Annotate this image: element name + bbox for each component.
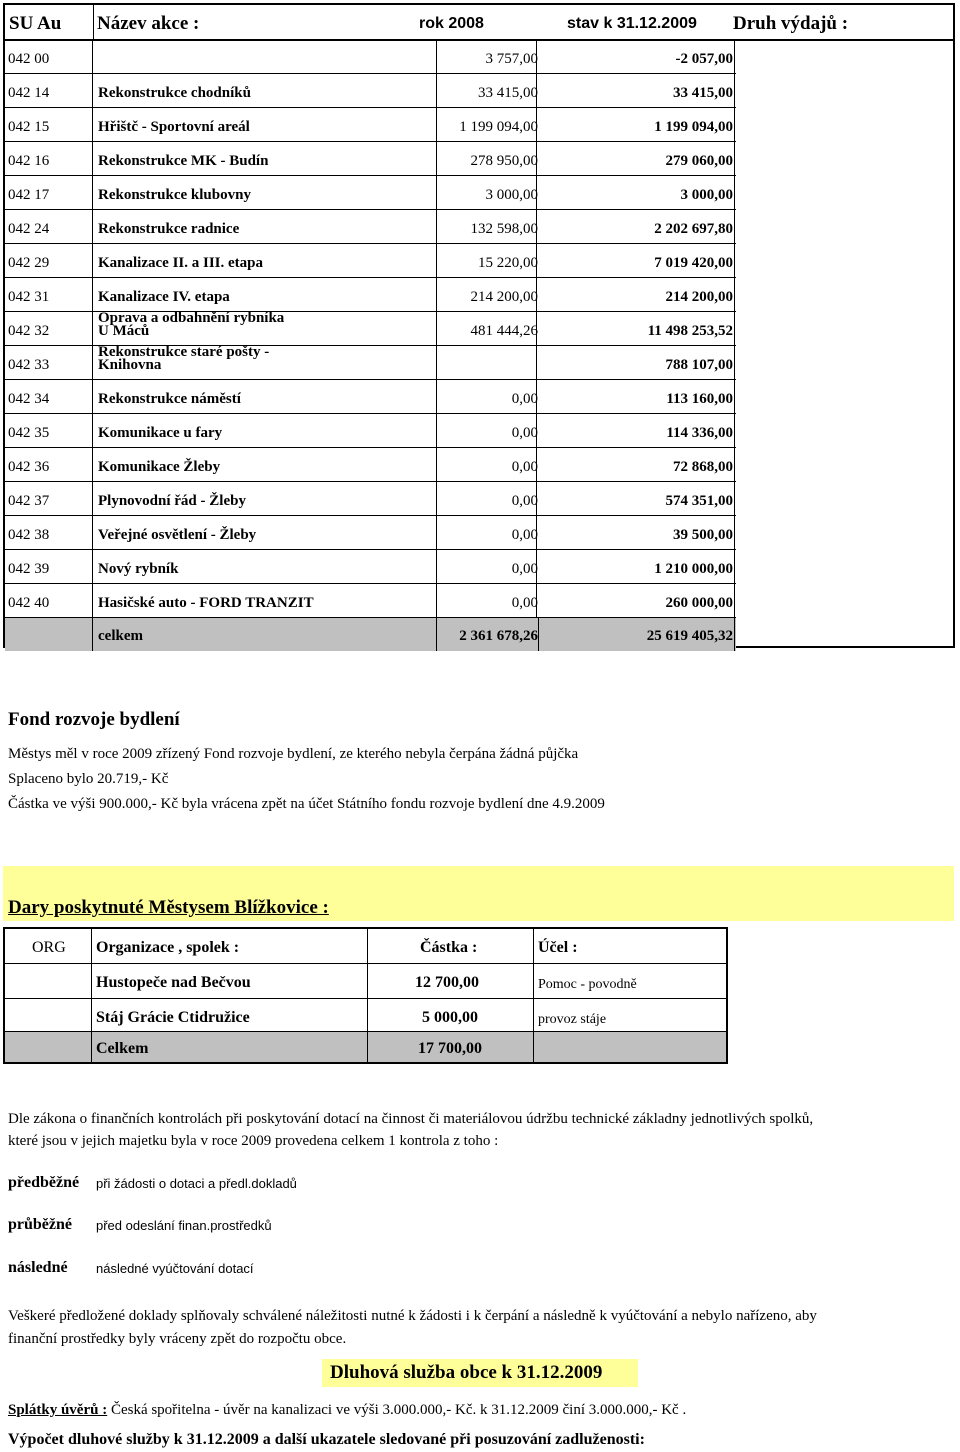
table-row [5,142,736,176]
row-name: U Máců [98,323,150,339]
row-2009: 113 160,00 [666,391,733,407]
table-row [5,176,736,210]
table-row [5,414,736,448]
kontrola-text-4: finanční prostředky byly vráceny zpět do rozpočtu obce. [8,1331,347,1347]
kontrola-term-3: následné [8,1259,68,1276]
row-name: Rekonstrukce MK - Budín [98,153,269,169]
row-code: 042 36 [8,459,50,475]
donations-table [3,927,728,1064]
kontrola-desc-2: před odeslání finan.prostředků [96,1218,272,1233]
row-2009: 33 415,00 [673,85,733,101]
row-2008: 0,00 [511,459,538,475]
row-code: 042 00 [8,51,50,67]
row-code: 042 32 [8,323,50,339]
row-name: Rekonstrukce klubovny [98,187,251,203]
row-code: 042 39 [8,561,50,577]
col-header-code: SU Au [9,13,62,34]
table-row [5,278,736,312]
row-name-top: Rekonstrukce staré pošty - [98,344,270,360]
row-2009: 214 200,00 [665,289,733,305]
dary-title: Dary poskytnuté Městysem Blížkovice : [8,897,329,918]
dluh-title: Dluhová služba obce k 31.12.2009 [330,1362,603,1383]
row-2009: 2 202 697,80 [654,221,733,237]
table-row [5,550,736,584]
table-header [5,5,953,41]
table-row: Hustopeče nad Bečvou 12 700,00 Pomoc - povodně [5,964,726,998]
row-2009: 1 210 000,00 [654,561,733,577]
table-row [5,380,736,414]
row-2008: 278 950,00 [470,153,538,169]
kontrola-term-1: předběžné [8,1174,80,1191]
kontrola-text-1: Dle zákona o finančních kontrolách při poskytování dotací na činnost či materiálovou údržbu technické základny jednotlivých spolků, [8,1111,814,1127]
table-row [5,108,736,142]
row-code: 042 24 [8,221,50,237]
row-2008: 132 598,00 [470,221,538,237]
row-code: 042 33 [8,357,50,373]
table-row [5,584,736,618]
row-name: Kanalizace II. a III. etapa [98,255,263,271]
row-2008: 0,00 [511,595,538,611]
row-2009: 11 498 253,52 [647,323,733,339]
row-code: 042 35 [8,425,50,441]
row-name: Kanalizace IV. etapa [98,289,230,305]
row-2009: -2 057,00 [675,51,733,67]
row-name: Rekonstrukce chodníků [98,85,251,101]
row-2008: 3 757,00 [485,51,538,67]
table-row [5,312,736,346]
row-2008: 0,00 [511,493,538,509]
row-name: Rekonstrukce náměstí [98,391,241,407]
row-code: 042 34 [8,391,50,407]
row-2008: 481 444,26 [470,323,538,339]
col-header-type: Druh výdajů : [733,13,849,34]
row-2009: 574 351,00 [665,493,733,509]
kontrola-desc-3: následné vyúčtování dotací [96,1261,254,1276]
row-2009: 788 107,00 [665,357,733,373]
fond-title: Fond rozvoje bydlení [8,709,180,730]
donations-header [5,929,726,963]
fond-line-1: Městys měl v roce 2009 zřízený Fond rozvoje bydlení, ze kterého nebyla čerpána žádná půjčka [8,746,579,762]
row-name: Hasičské auto - FORD TRANZIT [98,595,314,611]
table-row [5,74,736,108]
row-code: 042 40 [8,595,50,611]
row-code: 042 16 [8,153,50,169]
row-code: 042 29 [8,255,50,271]
row-2008: 33 415,00 [478,85,538,101]
row-code: 042 38 [8,527,50,543]
row-name: Komunikace Žleby [98,459,221,475]
row-code: 042 31 [8,289,50,305]
row-code: 042 15 [8,119,50,135]
fond-line-3: Částka ve výši 900.000,- Kč byla vrácena zpět na účet Státního fondu rozvoje bydlení dne 4.9.2009 [8,796,605,812]
row-2009: 72 868,00 [673,459,733,475]
row-2008: 214 200,00 [470,289,538,305]
row-2008: 3 000,00 [485,187,538,203]
row-2009: 7 019 420,00 [654,255,733,271]
table-row [5,516,736,550]
kontrola-text-3: Veškeré předložené doklady splňovaly schválené náležitosti nutné k žádosti i k čerpání a následně k vyúčtování a nebylo nařízeno, aby [8,1308,817,1324]
row-2008: 0,00 [511,391,538,407]
total-2008: 2 361 678,26 [459,628,538,644]
row-name: Knihovna [98,357,162,373]
row-2009: 1 199 094,00 [654,119,733,135]
table-row: Stáj Grácie Ctidružice 5 000,00 provoz stáje [5,999,726,1033]
table-row [5,346,736,380]
table-row [5,244,736,278]
table-row [5,210,736,244]
splatky-line [8,1402,686,1419]
investment-table [3,3,955,648]
col-header-ucel: Účel : [538,939,578,956]
row-2009: 114 336,00 [666,425,733,441]
table-row [5,40,736,74]
row-2009: 260 000,00 [665,595,733,611]
row-name-top: Oprava a odbahnění rybníka [98,310,285,326]
row-2008: 0,00 [511,561,538,577]
vypocet-line: Výpočet dluhové služby k 31.12.2009 a další ukazatele sledované při posuzování zadluženosti: [8,1431,645,1448]
row-2008: 0,00 [511,527,538,543]
row-code: 042 17 [8,187,50,203]
total-2009: 25 619 405,32 [646,628,733,644]
row-2009: 3 000,00 [680,187,733,203]
kontrola-text-2: které jsou v jejich majetku byla v roce 2009 provedena celkem 1 kontrola z toho : [8,1133,499,1149]
row-name: Nový rybník [98,561,179,577]
col-header-org: ORG [32,939,66,956]
row-name: Plynovodní řád - Žleby [98,493,246,509]
donations-total-row: Celkem 17 700,00 [5,1032,726,1062]
row-name: Hřištč - Sportovní areál [98,119,250,135]
row-code: 042 37 [8,493,50,509]
row-name: Rekonstrukce radnice [98,221,240,237]
total-label: celkem [98,628,143,644]
row-name: Komunikace u fary [98,425,223,441]
col-header-organizace: Organizace , spolek : [96,939,240,956]
kontrola-desc-1: při žádosti o dotaci a předl.dokladů [96,1176,297,1191]
row-2008: 15 220,00 [478,255,538,271]
row-2008: 0,00 [511,425,538,441]
fond-line-2: Splaceno bylo 20.719,- Kč [8,771,169,787]
total-row [5,618,736,651]
splatky-label: Splátky úvěrů : [8,1402,108,1418]
table-row [5,482,736,516]
col-header-name: Název akce : [97,13,200,34]
row-2009: 39 500,00 [673,527,733,543]
col-header-castka: Částka : [420,939,478,956]
col-header-2009: stav k 31.12.2009 [567,15,697,32]
splatky-text: Česká spořitelna - úvěr na kanalizaci ve výši 3.000.000,- Kč. k 31.12.2009 činí 3.000.000,- Kč . [107,1402,687,1418]
row-code: 042 14 [8,85,50,101]
row-2009: 279 060,00 [665,153,733,169]
row-name: Veřejné osvětlení - Žleby [98,527,257,543]
row-2008: 1 199 094,00 [459,119,538,135]
table-row [5,448,736,482]
col-header-2008: rok 2008 [419,15,484,32]
kontrola-term-2: průběžné [8,1216,72,1233]
